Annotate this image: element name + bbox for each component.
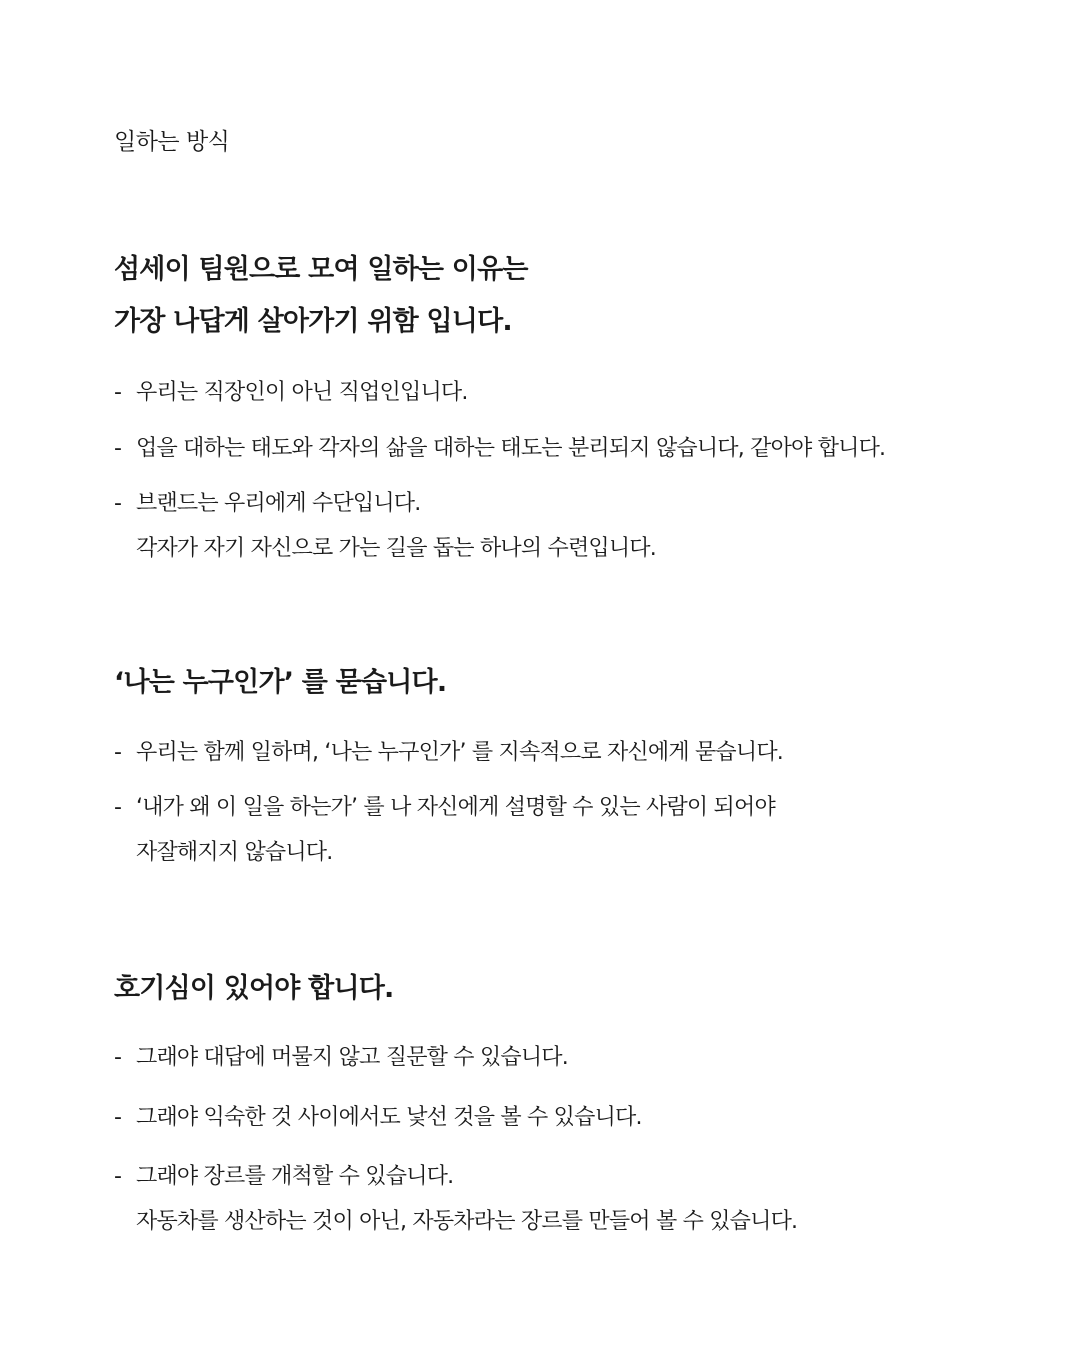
page-label: 일하는 방식 xyxy=(114,129,230,155)
bullet-list xyxy=(114,1035,797,1244)
list-item xyxy=(114,1035,797,1080)
heading-line: 호기심이 있어야 합니다. xyxy=(114,973,394,1004)
item-line: 자잘해지지 않습니다. xyxy=(136,840,333,865)
list-item xyxy=(114,785,783,875)
dash-marker: - xyxy=(114,491,122,516)
item-line: 우리는 함께 일하며, ‘나는 누구인가’ 를 지속적으로 자신에게 묻습니다. xyxy=(136,740,783,765)
dash-marker: - xyxy=(114,1105,122,1130)
item-line: 그래야 장르를 개척할 수 있습니다. xyxy=(136,1164,454,1189)
item-line: 자동차를 생산하는 것이 아닌, 자동차라는 장르를 만들어 볼 수 있습니다. xyxy=(136,1209,798,1234)
item-line: 브랜드는 우리에게 수단입니다. xyxy=(136,491,421,516)
dash-marker: - xyxy=(114,1164,122,1189)
dash-marker: - xyxy=(114,1045,122,1070)
item-line: 각자가 자기 자신으로 가는 길을 돕는 하나의 수련입니다. xyxy=(136,536,656,561)
item-line: 그래야 대답에 머물지 않고 질문할 수 있습니다. xyxy=(136,1045,568,1070)
dash-marker: - xyxy=(114,436,122,461)
section-heading xyxy=(114,244,528,348)
item-line: ‘내가 왜 이 일을 하는가’ 를 나 자신에게 설명할 수 있는 사람이 되어야 xyxy=(136,795,775,820)
list-item xyxy=(114,1154,797,1244)
item-line: 업을 대하는 태도와 각자의 삶을 대하는 태도는 분리되지 않습니다, 같아야 합니다. xyxy=(136,436,886,461)
bullet-list xyxy=(114,730,783,875)
bullet-list xyxy=(114,370,885,571)
list-item xyxy=(114,1095,797,1140)
section-heading xyxy=(114,657,446,709)
dash-marker: - xyxy=(114,795,122,820)
dash-marker: - xyxy=(114,740,122,765)
section-heading xyxy=(114,963,393,1015)
list-item xyxy=(114,426,885,471)
item-line: 그래야 익숙한 것 사이에서도 낯선 것을 볼 수 있습니다. xyxy=(136,1105,642,1130)
heading-line: 섬세이 팀원으로 모여 일하는 이유는 xyxy=(114,254,528,285)
heading-line: 가장 나답게 살아가기 위함 입니다. xyxy=(114,306,512,337)
list-item xyxy=(114,370,885,415)
list-item xyxy=(114,481,885,571)
item-line: 우리는 직장인이 아닌 직업인입니다. xyxy=(136,380,468,405)
heading-line: ‘나는 누구인가’ 를 묻습니다. xyxy=(114,667,447,698)
list-item xyxy=(114,730,783,775)
dash-marker: - xyxy=(114,380,122,405)
